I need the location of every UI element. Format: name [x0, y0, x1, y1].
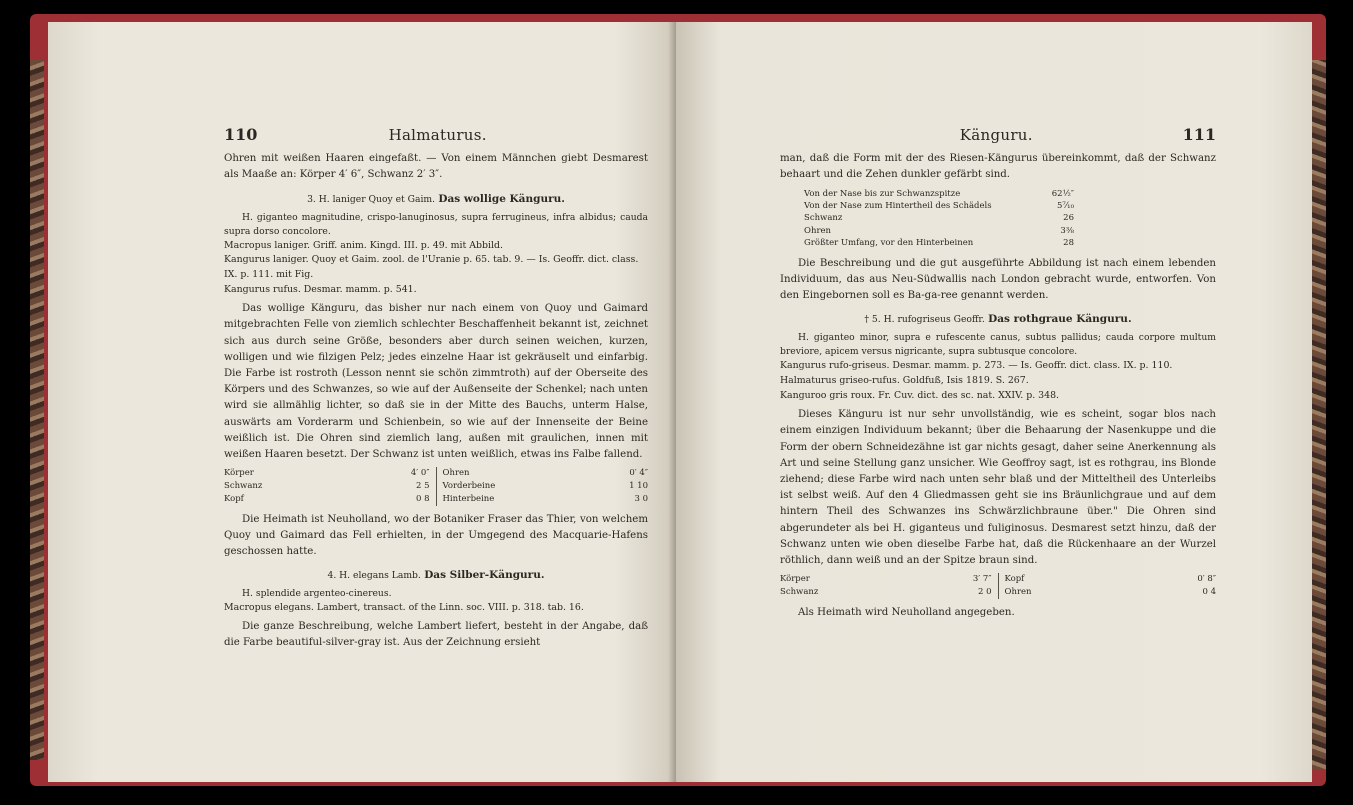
measure-row — [224, 467, 430, 480]
section-5-text: Dieses Känguru ist nur sehr unvollständig, wie es scheint, sogar blos nach einem einzigen Individuum bekannt; über die Behaarung der Nasenkuppe und die Form der obern Schneidezähne ist gar nichts gesagt, daher seine Anerkennung als Art und seine Stellung ganz unsicher. Wie Geoffroy sagt, ist es rothgrau, ins Blonde ziehend; diese Farbe wird nach unten sehr blaß und der Mitteltheil des Unterleibs ist selbst weiß. Auf den 4 Gliedmassen geht sie ins Bräunlichgraue und auf dem hintern Theil des Schwanzes ins Schwärzlichbraune über." Die Ohren sind abgerundeter als bei H. giganteus und fuliginosus. Desmarest setzt hinzu, daß der Schwanz unten wie oben dieselbe Farbe hat, daß die Rückenhaare an der Wurzel röthlich, dann weiß und an der Spitze braun sind. — [780, 409, 1216, 567]
section-3-measurements — [224, 467, 648, 505]
measure-row — [1005, 586, 1217, 599]
right-paragraph-2: Die Beschreibung und die gut ausgeführte Abbildung ist nach einem lebenden Individuum, das aus Neu-Südwallis nach London gebracht wurde, entworfen. Von den Eingebornen soll es Ba-ga-ree genannt werden. — [780, 257, 1216, 302]
measure-value: 3′ 7″ — [972, 574, 992, 585]
measure-value: 0′ 4″ — [629, 468, 648, 479]
section-4-title: Das Silber-Känguru. — [424, 569, 545, 582]
section-3-title: Das wollige Känguru. — [438, 192, 565, 205]
measure-col-right — [443, 467, 649, 505]
measure-label: Größter Umfang, vor den Hinterbeinen — [804, 238, 974, 249]
measure-label: Vorderbeine — [442, 481, 496, 492]
left-running-title: Halmaturus. — [388, 126, 487, 144]
measure-col-left — [780, 573, 999, 599]
section-3-home: Die Heimath ist Neuholland, wo der Botaniker Fraser das Thier, von welchem Quoy und Gaimard das Fell erhielten, in der Umgegend des Macquarie-Hafens geschossen hatte. — [224, 513, 648, 558]
measure-row — [1005, 573, 1217, 586]
section-4-synonym-1: Macropus elegans. Lambert, transact. of the Linn. soc. VIII. p. 318. tab. 16. — [224, 602, 584, 614]
section-5-diagnosis: H. giganteo minor, supra e rufescente canus, subtus pallidus; cauda corpore multum breviore, apicem versus nigricante, supra subtusque concolore. — [780, 332, 1216, 358]
measure-label: Kopf — [1004, 574, 1025, 585]
section-4-text: Die ganze Beschreibung, welche Lambert liefert, besteht in der Angabe, daß die Farbe beautiful-silver-gray ist. Aus der Zeichnung ersieht — [224, 621, 648, 649]
measure-label: Von der Nase bis zur Schwanzspitze — [804, 188, 961, 199]
right-page-content — [780, 127, 1216, 621]
measure-col-left — [224, 467, 437, 505]
right-running-head — [780, 127, 1216, 143]
measure-label: Schwanz — [224, 481, 263, 492]
section-5-synonym-1: Kangurus rufo-griseus. Desmar. mamm. p. 273. — Is. Geoffr. dict. class. IX. p. 110. — [780, 360, 1173, 372]
left-page-number: 110 — [224, 125, 258, 144]
measure-value: 4′ 0″ — [410, 468, 430, 479]
measure-row — [780, 573, 992, 586]
section-5-title: Das rothgraue Känguru. — [988, 313, 1132, 326]
section-4-heading — [224, 567, 648, 583]
measure-value: 0 4 — [1202, 587, 1216, 598]
section-3-name: 3. H. laniger Quoy et Gaim. — [307, 193, 436, 205]
measure-row — [804, 237, 1074, 249]
measure-label: Ohren — [804, 225, 832, 236]
section-3-synonym-2: Kangurus laniger. Quoy et Gaim. zool. de l'Uranie p. 65. tab. 9. — Is. Geoffr. dict. class. IX. p. 111. mit Fig. — [224, 254, 639, 280]
section-3-synonym-3: Kangurus rufus. Desmar. mamm. p. 541. — [224, 283, 417, 295]
measure-value: 3⅜ — [1060, 225, 1074, 236]
section-5-synonym-2: Halmaturus griseo-rufus. Goldfuß, Isis 1819. S. 267. — [780, 375, 1029, 387]
measure-row — [804, 225, 1074, 237]
section-3-diagnosis: H. giganteo magnitudine, crispo-lanuginosus, supra ferrugineus, infra albidus; cauda supra dorso concolore. — [224, 211, 648, 237]
measure-label: Ohren — [1004, 587, 1032, 598]
measure-value: 62½″ — [1051, 188, 1074, 199]
marbled-edge-left — [30, 60, 44, 760]
measure-col-right — [1005, 573, 1217, 599]
section-3-synonym-1: Macropus laniger. Griff. anim. Kingd. III. p. 49. mit Abbild. — [224, 239, 504, 251]
right-page-number: 111 — [1182, 125, 1216, 144]
measure-label: Schwanz — [780, 587, 819, 598]
measure-row — [224, 480, 430, 493]
measure-row — [443, 493, 649, 506]
measure-value: 28 — [1063, 238, 1074, 249]
measure-row — [224, 493, 430, 506]
section-5-home: Als Heimath wird Neuholland angegeben. — [798, 606, 1015, 618]
left-running-head — [224, 127, 648, 143]
measure-value: 2 0 — [977, 587, 992, 598]
marbled-edge-right — [1310, 60, 1326, 770]
right-intro-text: man, daß die Form mit der des Riesen-Kängurus übereinkommt, daß der Schwanz behaart und die Zehen dunkler gefärbt sind. — [780, 153, 1216, 181]
measure-label: Ohren — [442, 468, 470, 479]
measure-row — [443, 467, 649, 480]
section-5-heading — [780, 311, 1216, 327]
measure-label: Kopf — [224, 493, 244, 504]
measure-label: Schwanz — [804, 213, 843, 224]
section-3-text: Das wollige Känguru, das bisher nur nach einem von Quoy und Gaimard mitgebrachten Felle von ziemlich schlechter Beschaffenheit bekannt ist, zeichnet sich aus durch seine Größe, besonders aber durch seinen weichen, kurzen, wolligen und wie filzigen Pelz; jedes einzelne Haar ist gekräuselt und einfarbig. Die Farbe ist rostroth (Lesson nennt sie schön zimmtroth) auf der Oberseite des Körpers und des Schwanzes, so wie auf der Außenseite der Schenkel; nach unten wird sie allmählig lichter, so daß sie in der Mitte des Bauchs, unterm Halse, auswärts am Vorderarm und Schienbein, so wie auf der Innenseite der Beine weißlich ist. Die Ohren sind ziemlich lang, außen mit graulichen, innen mit weißen Haaren besetzt. Der Schwanz ist unten weißlich, etwas ins Falbe fallend. — [224, 303, 648, 461]
section-5-measurements — [780, 573, 1216, 599]
measure-value: 0 8 — [415, 493, 430, 504]
measure-label: Hinterbeine — [442, 493, 495, 504]
section-4-name: 4. H. elegans Lamb. — [327, 570, 421, 582]
measure-value: 0′ 8″ — [1197, 574, 1216, 585]
left-page-content — [224, 127, 648, 651]
measure-label: Von der Nase zum Hintertheil des Schädels — [804, 201, 992, 212]
right-page — [676, 22, 1312, 782]
left-intro-line: Ohren mit weißen Haaren eingefaßt. — Von einem Männchen giebt Desmarest als Maaße an: Körper 4′ 6″, Schwanz 2′ 3″. — [224, 153, 648, 181]
measure-value: 5⁷⁄₁₀ — [1056, 201, 1074, 212]
measure-row — [804, 188, 1074, 200]
section-5-name: † 5. H. rufogriseus Geoffr. — [864, 314, 985, 326]
measure-value: 2 5 — [415, 481, 430, 492]
measure-row — [443, 480, 649, 493]
measure-value: 3 0 — [634, 493, 648, 504]
section-5-synonym-3: Kanguroo gris roux. Fr. Cuv. dict. des sc. nat. XXIV. p. 348. — [780, 389, 1060, 401]
measure-label: Körper — [780, 574, 810, 585]
measure-row — [780, 586, 992, 599]
measure-value: 26 — [1063, 213, 1074, 224]
left-page — [48, 22, 678, 782]
measure-row — [804, 212, 1074, 224]
right-running-title: Känguru. — [959, 126, 1033, 144]
measure-label: Körper — [224, 468, 254, 479]
measure-value: 1 10 — [629, 481, 648, 492]
section-3-heading — [224, 191, 648, 207]
measure-row — [804, 200, 1074, 212]
section-4-diagnosis: H. splendide argenteo-cinereus. — [242, 588, 392, 600]
right-measurements — [804, 188, 1074, 250]
